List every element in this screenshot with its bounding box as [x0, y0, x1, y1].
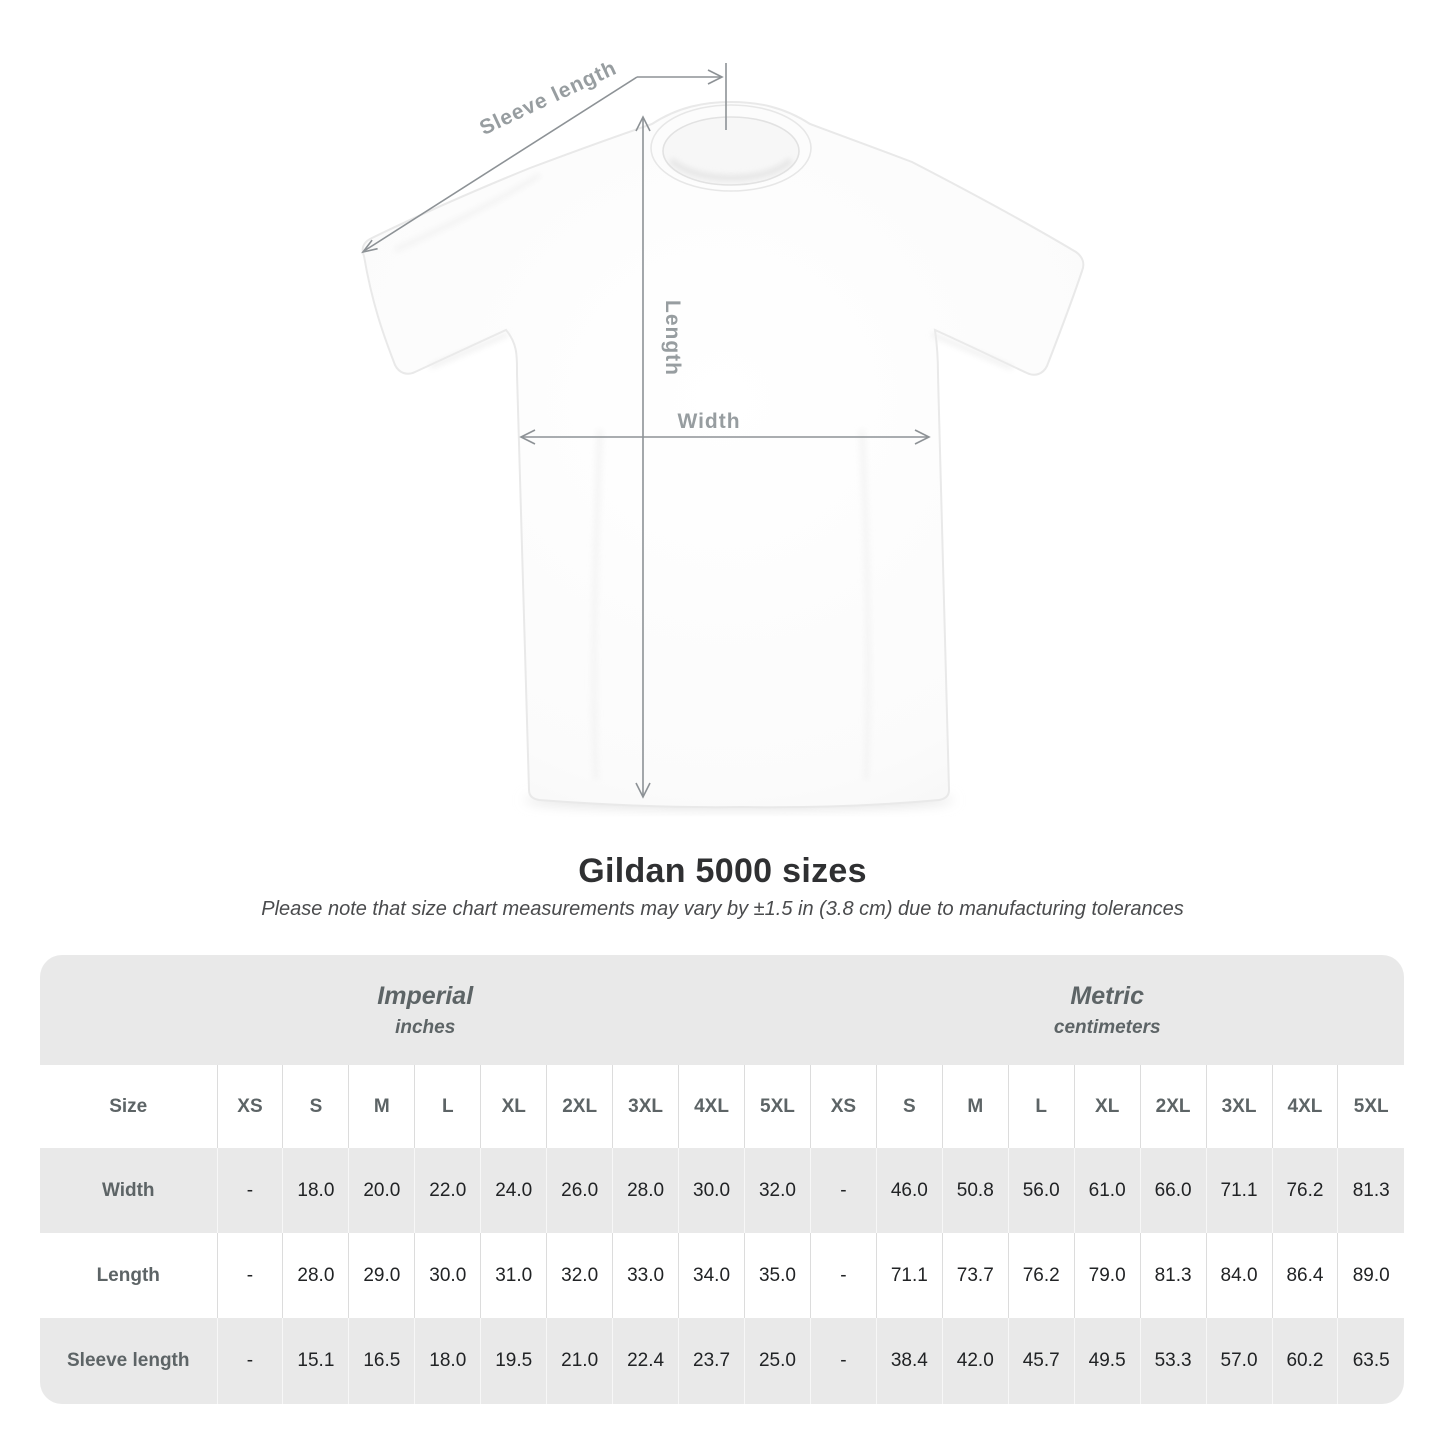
size-column-header: M: [942, 1065, 1008, 1148]
measurement-value: 81.3: [1140, 1233, 1206, 1318]
measurement-value: 61.0: [1074, 1148, 1140, 1233]
tshirt-collar: [651, 105, 811, 191]
size-column-header: 3XL: [613, 1065, 679, 1148]
size-column-header: XL: [481, 1065, 547, 1148]
measurement-value: 18.0: [415, 1318, 481, 1404]
measurement-value: 63.5: [1338, 1318, 1404, 1404]
measurement-value: 28.0: [613, 1148, 679, 1233]
imperial-unit: inches: [395, 1016, 456, 1038]
measurement-value: 50.8: [942, 1148, 1008, 1233]
measurement-value: 76.2: [1008, 1233, 1074, 1318]
measurement-row: [40, 1318, 1404, 1404]
size-column-header: 4XL: [679, 1065, 745, 1148]
imperial-band: [40, 955, 810, 1065]
size-column-header: XL: [1074, 1065, 1140, 1148]
measurement-value: 45.7: [1008, 1318, 1074, 1404]
measurement-value: 34.0: [679, 1233, 745, 1318]
measurement-value: 79.0: [1074, 1233, 1140, 1318]
size-column-header: 2XL: [1140, 1065, 1206, 1148]
measurement-value: 46.0: [876, 1148, 942, 1233]
measurement-value: 26.0: [547, 1148, 613, 1233]
page-title: Gildan 5000 sizes: [578, 852, 867, 890]
sleeve-length-label: Sleeve length: [476, 56, 621, 140]
measurement-value: 22.0: [415, 1148, 481, 1233]
measurement-value: 31.0: [481, 1233, 547, 1318]
measurement-value: 19.5: [481, 1318, 547, 1404]
metric-unit: centimeters: [1053, 1016, 1161, 1038]
imperial-title: Imperial: [377, 981, 474, 1010]
size-column-header: S: [876, 1065, 942, 1148]
size-column-header: 2XL: [547, 1065, 613, 1148]
metric-title: Metric: [1070, 981, 1145, 1010]
measurement-value: 20.0: [349, 1148, 415, 1233]
measurement-value: 32.0: [547, 1233, 613, 1318]
measurement-value: 86.4: [1272, 1233, 1338, 1318]
measurement-value: -: [217, 1233, 283, 1318]
measurement-value: 71.1: [876, 1233, 942, 1318]
measurement-value: -: [217, 1318, 283, 1404]
measurement-value: 49.5: [1074, 1318, 1140, 1404]
measurement-value: 16.5: [349, 1318, 415, 1404]
measurement-row: [40, 1233, 1404, 1318]
measurement-value: 73.7: [942, 1233, 1008, 1318]
measurement-value: 35.0: [745, 1233, 811, 1318]
measurement-value: 38.4: [876, 1318, 942, 1404]
size-chart-body: [40, 1148, 1404, 1404]
size-column-header: L: [415, 1065, 481, 1148]
measurement-value: 56.0: [1008, 1148, 1074, 1233]
length-label: Length: [661, 300, 684, 376]
measurement-value: 29.0: [349, 1233, 415, 1318]
size-header-row: [40, 1065, 1404, 1148]
measurement-value: -: [810, 1148, 876, 1233]
measurement-value: 89.0: [1338, 1233, 1404, 1318]
size-column-header: 5XL: [1338, 1065, 1404, 1148]
measurement-value: 28.0: [283, 1233, 349, 1318]
size-chart-table: [40, 955, 1404, 1404]
size-column-header: 4XL: [1272, 1065, 1338, 1148]
measurement-value: 81.3: [1338, 1148, 1404, 1233]
measurement-value: 15.1: [283, 1318, 349, 1404]
measurement-value: 24.0: [481, 1148, 547, 1233]
size-header: Size: [109, 1095, 148, 1117]
measurement-value: 23.7: [679, 1318, 745, 1404]
metric-band: [810, 955, 1404, 1065]
width-label: Width: [677, 410, 741, 433]
size-column-header: XS: [217, 1065, 283, 1148]
tshirt-body: [363, 102, 1084, 807]
measurement-value: -: [217, 1148, 283, 1233]
measurement-value: -: [810, 1233, 876, 1318]
size-column-header: L: [1008, 1065, 1074, 1148]
row-label: Width: [101, 1179, 155, 1201]
measurement-value: 21.0: [547, 1318, 613, 1404]
measurement-row: [40, 1148, 1404, 1233]
measurement-value: 76.2: [1272, 1148, 1338, 1233]
measurement-value: 30.0: [415, 1233, 481, 1318]
measurement-value: 42.0: [942, 1318, 1008, 1404]
measurement-value: 84.0: [1206, 1233, 1272, 1318]
measurement-value: 53.3: [1140, 1318, 1206, 1404]
measurement-value: 18.0: [283, 1148, 349, 1233]
row-label: Length: [96, 1264, 160, 1286]
measurement-value: 33.0: [613, 1233, 679, 1318]
measurement-value: 57.0: [1206, 1318, 1272, 1404]
measurement-value: 66.0: [1140, 1148, 1206, 1233]
measurement-value: 30.0: [679, 1148, 745, 1233]
measurement-value: 60.2: [1272, 1318, 1338, 1404]
size-column-header: XS: [810, 1065, 876, 1148]
size-column-header: S: [283, 1065, 349, 1148]
measurement-value: 25.0: [745, 1318, 811, 1404]
measurement-value: 32.0: [745, 1148, 811, 1233]
unit-band-row: [40, 955, 1404, 1065]
row-label: Sleeve length: [67, 1350, 190, 1371]
size-column-header: 3XL: [1206, 1065, 1272, 1148]
measurement-value: 71.1: [1206, 1148, 1272, 1233]
page-subtitle: Please note that size chart measurements may vary by ±1.5 in (3.8 cm) due to manufacturing tolerances: [261, 898, 1184, 920]
size-column-header: M: [349, 1065, 415, 1148]
measurement-value: -: [810, 1318, 876, 1404]
measurement-value: 22.4: [613, 1318, 679, 1404]
size-column-header: 5XL: [745, 1065, 811, 1148]
